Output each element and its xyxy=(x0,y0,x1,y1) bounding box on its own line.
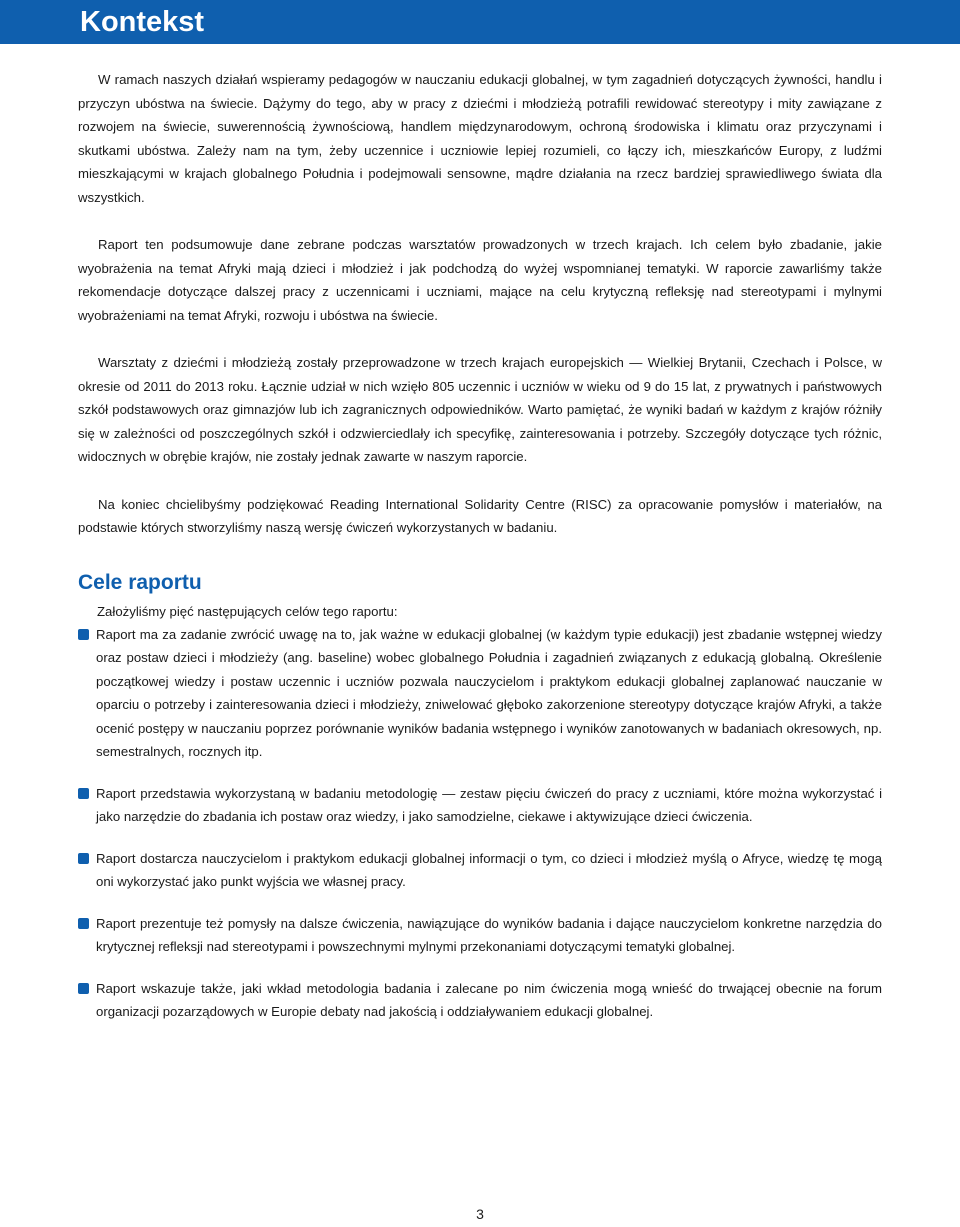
context-paragraph-3: Warsztaty z dziećmi i młodzieżą zostały przeprowadzone w trzech krajach europejskich — Wielkiej Brytanii, Czechach i Polsce, w okresie od 2011 do 2013 roku. Łącznie udział w nich wzięło 805 uczennic i uczniów w wieku od 9 do 15 lat, z prywatnych i państwowych szkół podstawowych oraz gimnazjów lub ich zagranicznych odpowiedników. Warto pamiętać, że wyniki badań w każdym z krajów różniły się w zależności od poszczególnych szkół i odzwierciedlały ich specyfikę, zainteresowania i potrzeby. Szczegóły dotyczące tych różnic, widocznych w obrębie krajów, nie zostały jednak zawarte w naszym raporcie. xyxy=(78,355,882,464)
list-item xyxy=(78,847,882,894)
square-bullet-icon xyxy=(78,983,89,994)
square-bullet-icon xyxy=(78,788,89,799)
square-bullet-icon xyxy=(78,918,89,929)
context-paragraph-4: Na koniec chcielibyśmy podziękować Reading International Solidarity Centre (RISC) za opracowanie pomysłów i materiałów, na podstawie których stworzyliśmy naszą wersję ćwiczeń wykorzystanych w badaniu. xyxy=(78,496,882,535)
context-paragraph-2: Raport ten podsumowuje dane zebrane podczas warsztatów prowadzonych w trzech krajach. Ich celem było zbadanie, jakie wyobrażenia na temat Afryki mają dzieci i młodzież i jak podchodzą do wyżej wspomnianej tematyki. W raporcie zawarliśmy także rekomendacje dotyczące dalszej pracy z uczennicami i uczniami, mające na celu krytyczną refleksję nad stereotypami i mylnymi wyobrażeniami na temat Afryki, rozwoju i ubóstwa na świecie. xyxy=(78,237,882,323)
list-item xyxy=(78,977,882,1024)
square-bullet-icon xyxy=(78,853,89,864)
goals-intro: Założyliśmy pięć następujących celów tego raportu: xyxy=(97,603,398,619)
goal-text: Raport wskazuje także, jaki wkład metodologia badania i zalecane po nim ćwiczenia mogą wnieść do trwającej obecnie na forum organizacji pozarządowych w Europie debaty nad jakością i oddziaływaniem edukacji globalnej. xyxy=(96,980,882,1019)
section-header-bar xyxy=(0,0,960,44)
goal-text: Raport ma za zadanie zwrócić uwagę na to, jak ważne w edukacji globalnej (w każdym typie edukacji) jest zbadanie wstępnej wiedzy oraz postaw dzieci i młodzieży (ang. baseline) wobec globalnego Południa i zagadnień związanych z edukacją globalną. Określenie początkowej wiedzy i postaw uczennic i uczniów pozwala nauczycielom i praktykom edukacji globalnej zaplanować nauczanie w oparciu o potrzeby i zainteresowania dzieci i młodzieży, zniwelować głęboko zakorzenione stereotypy dotyczące krajów Afryki, a także ocenić postępy w nauczaniu poprzez porównanie wyników badania wstępnego i wyników zanotowanych w badaniach okresowych, np. semestralnych, rocznych itp. xyxy=(96,626,882,759)
page-number: 3 xyxy=(476,1206,484,1222)
list-item xyxy=(78,912,882,959)
goal-text: Raport dostarcza nauczycielom i praktykom edukacji globalnej informacji o tym, co dzieci i młodzież myślą o Afryce, wiedzę tę mogą oni wykorzystać jako punkt wyjścia we własnej pracy. xyxy=(96,850,882,889)
list-item xyxy=(78,782,882,829)
goal-text: Raport przedstawia wykorzystaną w badaniu metodologię — zestaw pięciu ćwiczeń do pracy z uczniami, które można wykorzystać i jako narzędzie do zbadania ich postaw oraz wiedzy, i jako samodzielne, ciekawe i aktywizujące dzieci ćwiczenia. xyxy=(96,785,882,824)
goals-section-title: Cele raportu xyxy=(78,570,202,594)
list-item xyxy=(78,623,882,764)
goal-text: Raport prezentuje też pomysły na dalsze ćwiczenia, nawiązujące do wyników badania i dające nauczycielom konkretne narzędzia do krytycznej refleksji nad stereotypami i powszechnymi mylnymi przekonaniami dotyczącymi tematyki globalnej. xyxy=(96,915,882,954)
context-paragraph-1: W ramach naszych działań wspieramy pedagogów w nauczaniu edukacji globalnej, w tym zagadnień dotyczących żywności, handlu i przyczyn ubóstwa na świecie. Dążymy do tego, aby w pracy z dziećmi i młodzieżą potrafili rewidować stereotypy i mity zawiązane z rozwojem na świecie, suwerennością żywnościową, handlem międzynarodowym, ochroną środowiska i klimatu oraz przyczynami i skutkami ubóstwa. Zależy nam na tym, żeby uczennice i uczniowie lepiej rozumieli, co łączy ich, mieszkańców Europy, z ludźmi mieszkającymi w krajach globalnego Południa i podejmowali sensowne, mądre działania na rzecz bardziej sprawiedliwego świata dla wszystkich. xyxy=(78,72,882,205)
goals-list xyxy=(78,623,882,1024)
main-content xyxy=(78,68,882,1042)
square-bullet-icon xyxy=(78,629,89,640)
page-title: Kontekst xyxy=(80,6,205,38)
